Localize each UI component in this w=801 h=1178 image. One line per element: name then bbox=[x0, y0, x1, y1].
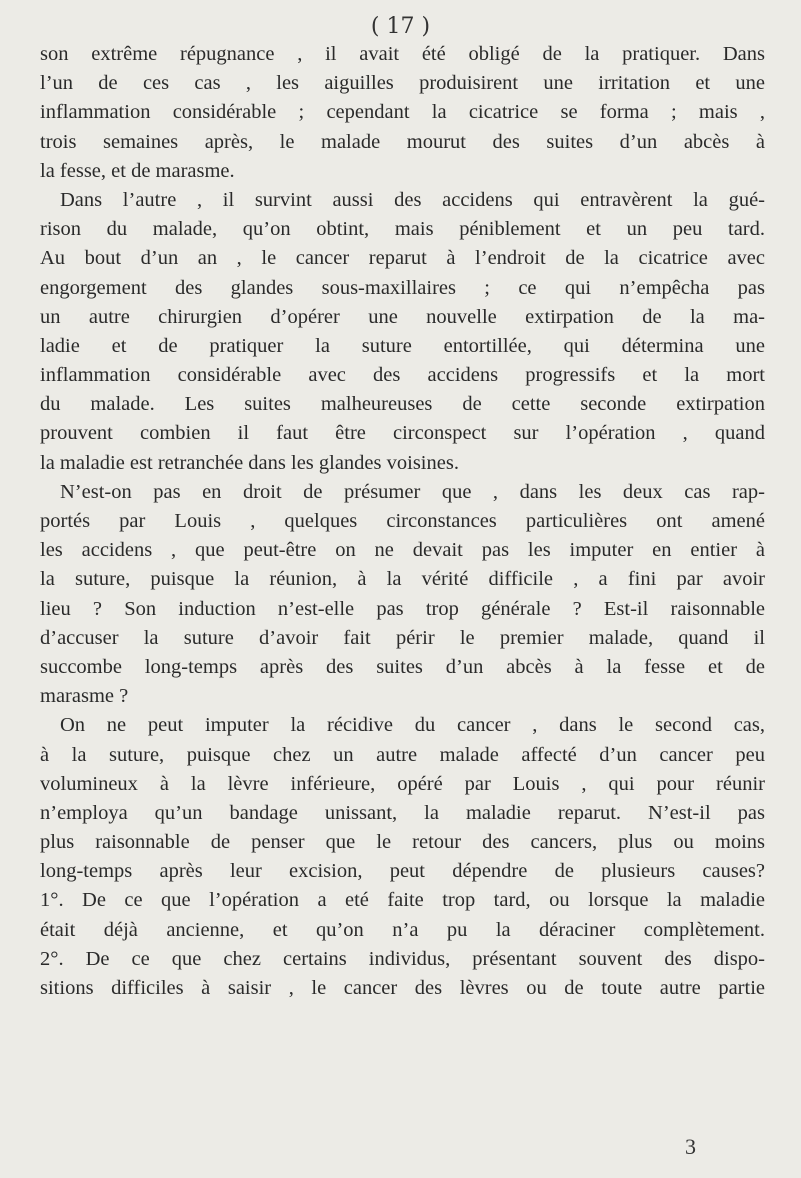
text-line: la suture, puisque la réunion, à la vérité difficile , a fini par avoir bbox=[40, 568, 765, 591]
text-line: lieu ? Son induction n’est-elle pas trop générale ? Est-il raisonnable bbox=[40, 597, 765, 620]
text-line: inflammation considérable avec des accidens progressifs et la mort bbox=[40, 364, 765, 387]
text-line: N’est-on pas en droit de présumer que , dans les deux cas rap- bbox=[60, 480, 765, 503]
body-text bbox=[40, 40, 765, 1003]
text-line: On ne peut imputer la récidive du cancer , dans le second cas, bbox=[60, 714, 765, 737]
text-line: l’un de ces cas , les aiguilles produisirent une irritation et une bbox=[40, 72, 765, 95]
text-line: sitions difficiles à saisir , le cancer des lèvres ou de toute autre partie bbox=[40, 977, 765, 999]
text-line: portés par Louis , quelques circonstances particulières ont amené bbox=[40, 510, 765, 532]
text-line: inflammation considérable ; cependant la cicatrice se forma ; mais , bbox=[40, 101, 765, 124]
text-line: à la suture, puisque chez un autre malade affecté d’un cancer peu bbox=[40, 743, 765, 766]
text-line: engorgement des glandes sous-maxillaires ; ce qui n’empêcha pas bbox=[40, 276, 765, 299]
text-line: trois semaines après, le malade mourut des suites d’un abcès à bbox=[40, 130, 765, 153]
text-line: volumineux à la lèvre inférieure, opéré par Louis , qui pour réunir bbox=[40, 772, 765, 795]
text-line: du malade. Les suites malheureuses de cette seconde extirpation bbox=[40, 393, 765, 416]
text-line: était déjà ancienne, et qu’on n’a pu la déraciner complètement. bbox=[40, 918, 765, 941]
text-line: la maladie est retranchée dans les glandes voisines. bbox=[40, 451, 459, 474]
signature-mark: 3 bbox=[685, 1134, 696, 1159]
text-line: prouvent combien il faut être circonspect sur l’opération , quand bbox=[40, 422, 765, 445]
text-line: la fesse, et de marasme. bbox=[40, 159, 235, 182]
page-number-header: ( 17 ) bbox=[370, 14, 431, 39]
text-line: 1°. De ce que l’opération a eté faite trop tard, ou lorsque la maladie bbox=[40, 889, 765, 912]
text-line: succombe long-temps après des suites d’un abcès à la fesse et de bbox=[40, 655, 765, 678]
text-line: n’employa qu’un bandage unissant, la maladie reparut. N’est-il pas bbox=[40, 801, 765, 824]
text-line: ladie et de pratiquer la suture entortillée, qui détermina une bbox=[40, 334, 765, 357]
text-line: Au bout d’un an , le cancer reparut à l’endroit de la cicatrice avec bbox=[40, 247, 765, 270]
text-line: 2°. De ce que chez certains individus, présentant souvent des dispo- bbox=[40, 947, 765, 970]
text-line: Dans l’autre , il survint aussi des accidens qui entravèrent la gué- bbox=[60, 188, 765, 211]
text-line: un autre chirurgien d’opérer une nouvelle extirpation de la ma- bbox=[40, 305, 765, 328]
text-line: son extrême répugnance , il avait été obligé de la pratiquer. Dans bbox=[40, 43, 765, 65]
text-line: long-temps après leur excision, peut dépendre de plusieurs causes? bbox=[40, 860, 765, 883]
text-line: rison du malade, qu’on obtint, mais péniblement et un peu tard. bbox=[40, 218, 765, 241]
text-line: plus raisonnable de penser que le retour des cancers, plus ou moins bbox=[40, 831, 765, 854]
text-line: les accidens , que peut-être on ne devait pas les imputer en entier à bbox=[40, 539, 765, 562]
text-line: marasme ? bbox=[40, 685, 129, 708]
text-line: d’accuser la suture d’avoir fait périr le premier malade, quand il bbox=[40, 626, 765, 649]
